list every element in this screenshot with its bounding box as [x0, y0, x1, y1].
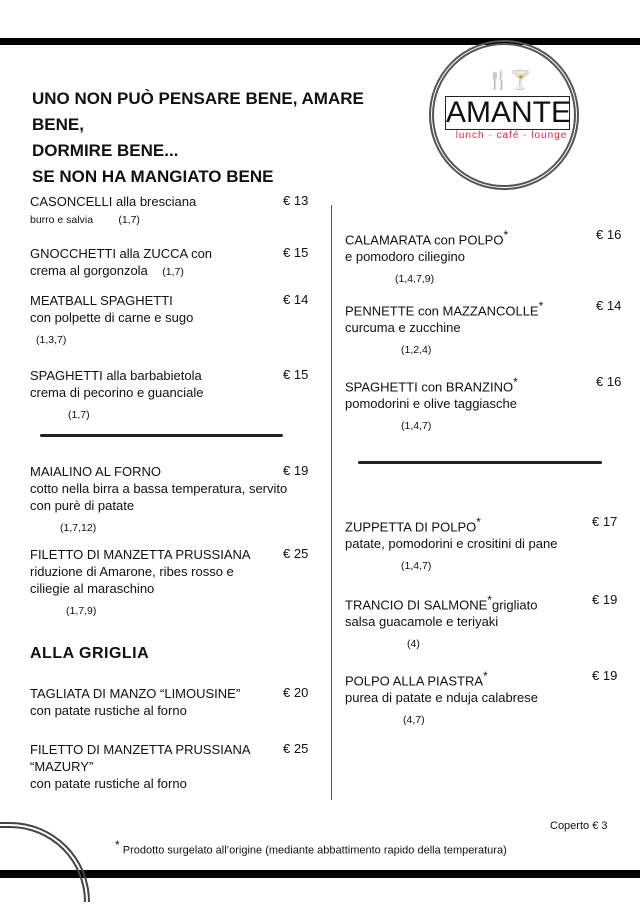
menu-item: POLPO ALLA PIASTRA* purea di patate e nduja calabrese (4,7) — [345, 669, 538, 727]
logo-name: AMANTE — [446, 96, 572, 129]
column-divider — [331, 205, 332, 800]
menu-item: SPAGHETTI alla barbabietola crema di pecorino e guanciale (1,7) — [30, 368, 204, 421]
frozen-note: * Prodotto surgelato all’origine (mediante abbattimento rapido della temperatura) — [115, 838, 507, 857]
menu-item: MAIALINO AL FORNO cotto nella birra a bassa temperatura, servito con purè di patate (1,7,12) — [30, 464, 288, 534]
menu-item: TAGLIATA DI MANZO “LIMOUSINE” con patate rustiche al forno — [30, 686, 241, 718]
price: € 17 — [592, 514, 618, 529]
bottom-bar — [0, 870, 640, 878]
stamp-decoration — [0, 822, 90, 902]
menu-item: CALAMARATA con POLPO* e pomodoro ciliegino (1,4,7,9) — [345, 228, 509, 286]
price: € 14 — [283, 292, 309, 307]
section-heading: ALLA GRIGLIA — [30, 645, 150, 662]
price: € 20 — [283, 685, 309, 700]
quote-line: SE NON HA MANGIATO BENE — [32, 167, 274, 186]
menu-item: FILETTO DI MANZETTA PRUSSIANA “MAZURY” con patate rustiche al forno — [30, 742, 250, 791]
quote-line: UNO NON PUÒ PENSARE BENE, AMARE BENE, — [32, 89, 364, 134]
logo — [425, 40, 585, 190]
cover-charge: Coperto € 3 — [550, 820, 608, 832]
price: € 14 — [596, 298, 622, 313]
menu-item: MEATBALL SPAGHETTI con polpette di carne e sugo (1,3,7) — [30, 293, 194, 346]
menu-item: ZUPPETTA DI POLPO* patate, pomodorini e crositini di pane (1,4,7) — [345, 515, 558, 573]
price: € 16 — [596, 227, 622, 242]
price: € 15 — [283, 245, 309, 260]
menu-item: SPAGHETTI con BRANZINO* pomodorini e olive taggiasche (1,4,7) — [345, 375, 518, 433]
right-rule — [358, 461, 602, 464]
menu-item: CASONCELLI alla bresciana burro e salvia (1,7) — [30, 194, 197, 226]
quote-line: DORMIRE BENE... — [32, 141, 179, 160]
price: € 19 — [592, 592, 618, 607]
price: € 19 — [592, 668, 618, 683]
menu-item: FILETTO DI MANZETTA PRUSSIANA riduzione di Amarone, ribes rosso e ciliegie al maraschino (1,7,9) — [30, 547, 251, 617]
left-rule — [40, 434, 283, 437]
price: € 25 — [283, 546, 309, 561]
cocktail-glass-icon: 🍸 — [509, 70, 532, 90]
price: € 15 — [283, 367, 309, 382]
cutlery-icon: 🍴 — [487, 70, 510, 90]
menu-item: GNOCCHETTI alla ZUCCA con crema al gorgonzola (1,7) — [30, 246, 213, 278]
price: € 13 — [283, 193, 309, 208]
quote — [32, 86, 412, 190]
menu-item: PENNETTE con MAZZANCOLLE* curcuma e zucchine (1,2,4) — [345, 299, 544, 357]
price: € 25 — [283, 741, 309, 756]
price: € 19 — [283, 463, 309, 478]
logo-icons — [487, 70, 532, 91]
logo-tagline: lunch · café · lounge — [455, 130, 568, 141]
menu-item: TRANCIO DI SALMONE*grigliato salsa guacamole e teriyaki (4) — [345, 593, 538, 651]
price: € 16 — [596, 374, 622, 389]
